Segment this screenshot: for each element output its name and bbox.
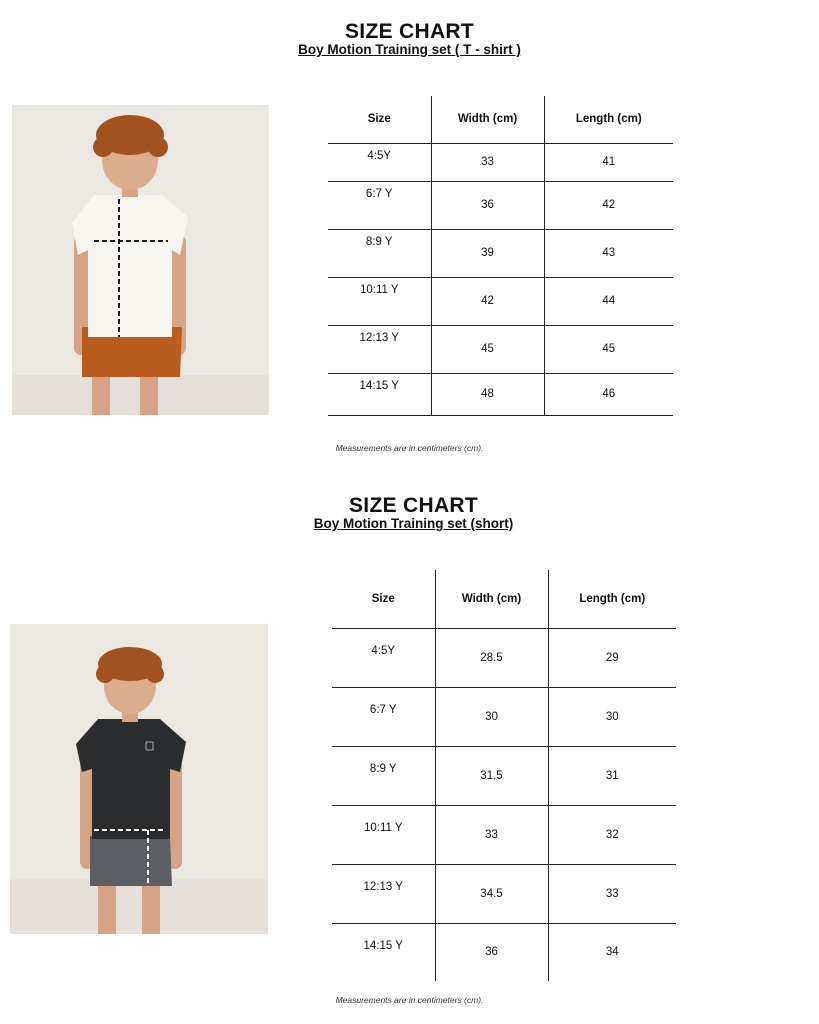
- size-cell: 12:13 Y: [328, 325, 431, 373]
- short-measurement-note: Measurements are in centimeters (cm).: [335, 995, 484, 1005]
- table-row: [328, 229, 673, 277]
- table-row: [332, 923, 676, 981]
- tshirt-measurement-note: Measurements are in centimeters (cm).: [335, 443, 484, 453]
- length-cell: 43: [544, 229, 673, 277]
- table-row: [328, 325, 673, 373]
- size-cell: 14:15 Y: [328, 373, 431, 415]
- length-column-header: Length (cm): [548, 570, 676, 628]
- width-column-header: Width (cm): [431, 96, 544, 143]
- width-cell: 33: [435, 805, 548, 864]
- length-cell: 41: [544, 143, 673, 181]
- length-cell: 46: [544, 373, 673, 415]
- size-cell: 10:11 Y: [328, 277, 431, 325]
- table-row: [328, 277, 673, 325]
- short-chart-title: SIZE CHART: [349, 494, 478, 517]
- width-cell: 36: [431, 181, 544, 229]
- short-model-photo: [10, 624, 268, 934]
- size-column-header: Size: [328, 96, 431, 143]
- width-cell: 33: [431, 143, 544, 181]
- tshirt-model-photo: [12, 105, 269, 415]
- table-row: [328, 373, 673, 415]
- width-column-header: Width (cm): [435, 570, 548, 628]
- width-cell: 39: [431, 229, 544, 277]
- table-row: [332, 805, 676, 864]
- size-cell: 4:5Y: [328, 143, 431, 181]
- table-header-row: [332, 570, 676, 628]
- length-cell: 30: [548, 687, 676, 746]
- table-row: [332, 864, 676, 923]
- length-cell: 33: [548, 864, 676, 923]
- short-chart-subtitle: Boy Motion Training set (short): [313, 516, 514, 531]
- table-row: [328, 181, 673, 229]
- width-cell: 42: [431, 277, 544, 325]
- size-cell: 4:5Y: [332, 628, 435, 687]
- table-row: [332, 746, 676, 805]
- size-cell: 10:11 Y: [332, 805, 435, 864]
- width-cell: 34.5: [435, 864, 548, 923]
- length-cell: 44: [544, 277, 673, 325]
- size-cell: 8:9 Y: [328, 229, 431, 277]
- table-row: [328, 143, 673, 181]
- tshirt-chart-title: SIZE CHART: [345, 20, 474, 43]
- tshirt-size-table: [328, 96, 673, 416]
- size-cell: 8:9 Y: [332, 746, 435, 805]
- length-cell: 31: [548, 746, 676, 805]
- width-cell: 28.5: [435, 628, 548, 687]
- length-column-header: Length (cm): [544, 96, 673, 143]
- length-cell: 29: [548, 628, 676, 687]
- size-cell: 12:13 Y: [332, 864, 435, 923]
- length-cell: 42: [544, 181, 673, 229]
- size-cell: 6:7 Y: [328, 181, 431, 229]
- width-cell: 36: [435, 923, 548, 981]
- short-size-table: [332, 570, 676, 981]
- table-row: [332, 687, 676, 746]
- width-cell: 30: [435, 687, 548, 746]
- tshirt-chart-subtitle: Boy Motion Training set ( T - shirt ): [298, 42, 521, 57]
- length-cell: 45: [544, 325, 673, 373]
- length-cell: 32: [548, 805, 676, 864]
- table-header-row: [328, 96, 673, 143]
- size-cell: 6:7 Y: [332, 687, 435, 746]
- table-row: [332, 628, 676, 687]
- length-cell: 34: [548, 923, 676, 981]
- width-cell: 45: [431, 325, 544, 373]
- size-column-header: Size: [332, 570, 435, 628]
- width-cell: 48: [431, 373, 544, 415]
- width-cell: 31.5: [435, 746, 548, 805]
- size-cell: 14:15 Y: [363, 939, 403, 952]
